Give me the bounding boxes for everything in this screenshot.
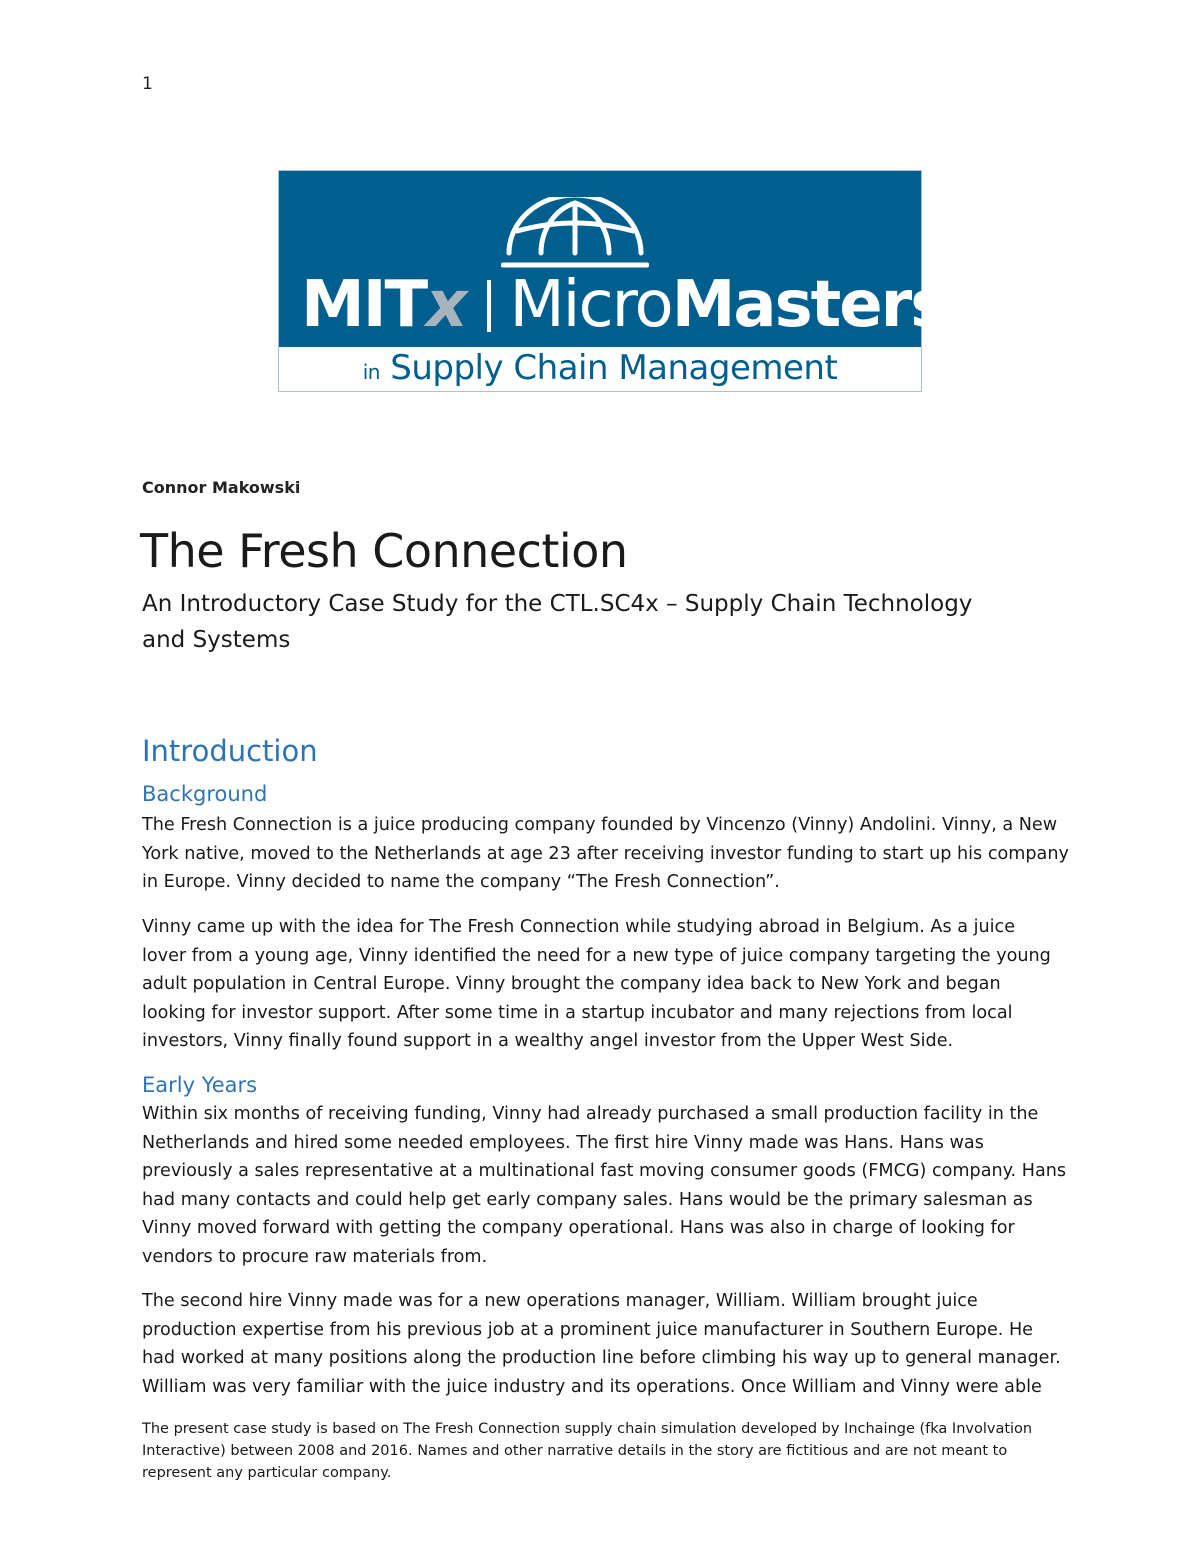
logo-in: in bbox=[362, 360, 380, 384]
logo-wordmark bbox=[301, 263, 962, 347]
text-line: investors, Vinny finally found support in a wealthy angel investor from the Upper West Side. bbox=[142, 1031, 954, 1051]
logo-masters: Masters bbox=[671, 268, 947, 342]
logo-micro: Micro bbox=[509, 268, 672, 342]
author-name: Connor Makowski bbox=[142, 478, 301, 497]
footnote-line: represent any particular company. bbox=[142, 1465, 392, 1481]
logo-mit: MIT bbox=[301, 268, 427, 342]
text-line: had worked at many positions along the production line before climbing his way up to general manager. bbox=[142, 1348, 1061, 1368]
micromasters-logo bbox=[278, 170, 962, 392]
text-line: The second hire Vinny made was for a new operations manager, William. William brought juice bbox=[142, 1291, 978, 1311]
paragraph-4 bbox=[142, 1287, 1072, 1401]
footnote-line: Interactive) between 2008 and 2016. Names and other narrative details in the story are fictitious and are not meant to bbox=[142, 1443, 1008, 1459]
paragraph-2 bbox=[142, 913, 1072, 1056]
text-line: The Fresh Connection is a juice producing company founded by Vincenzo (Vinny) Andolini. Vinny, a New bbox=[142, 815, 1058, 835]
logo-program-name bbox=[279, 347, 921, 391]
text-line: Netherlands and hired some needed employees. The first hire Vinny made was Hans. Hans was bbox=[142, 1132, 984, 1153]
text-line: vendors to procure raw materials from. bbox=[142, 1246, 488, 1267]
logo-banner bbox=[279, 171, 962, 347]
paragraph-3 bbox=[142, 1100, 1072, 1271]
text-line: adult population in Central Europe. Vinny brought the company idea back to New York and began bbox=[142, 974, 1001, 994]
paragraph-1 bbox=[142, 811, 1072, 897]
footnote bbox=[142, 1418, 1042, 1484]
text-line: Vinny came up with the idea for The Fresh Connection while studying abroad in Belgium. As a juice bbox=[142, 917, 1016, 937]
logo-program: Supply Chain Management bbox=[390, 348, 838, 388]
document-title: The Fresh Connection bbox=[140, 524, 628, 578]
text-line: Within six months of receiving funding, Vinny had already purchased a small production facility in the bbox=[142, 1104, 1039, 1124]
text-line: had many contacts and could help get early company sales. Hans would be the primary salesman as bbox=[142, 1189, 1033, 1210]
globe-icon bbox=[501, 197, 649, 269]
logo-divider bbox=[487, 280, 491, 332]
text-line: lover from a young age, Vinny identified the need for a new type of juice company targeting the young bbox=[142, 945, 1051, 966]
text-line: Vinny moved forward with getting the company operational. Hans was also in charge of looking for bbox=[142, 1218, 1015, 1238]
text-line: production expertise from his previous job at a prominent juice manufacturer in Southern Europe. He bbox=[142, 1319, 1034, 1340]
text-line: looking for investor support. After some time in a startup incubator and many rejections from local bbox=[142, 1002, 1013, 1023]
page-number: 1 bbox=[142, 74, 153, 94]
text-line: in Europe. Vinny decided to name the company “The Fresh Connection”. bbox=[142, 872, 780, 892]
heading-early-years: Early Years bbox=[142, 1073, 258, 1097]
text-line: William was very familiar with the juice industry and its operations. Once William and Vinny were able bbox=[142, 1376, 1042, 1397]
logo-x: x bbox=[426, 268, 466, 342]
logo-trademark: TM bbox=[946, 313, 962, 324]
footnote-line: The present case study is based on The Fresh Connection supply chain simulation developed by Inchainge (fka Involvation bbox=[142, 1421, 1033, 1437]
document-subtitle: An Introductory Case Study for the CTL.SC4x – Supply Chain Technology and Systems bbox=[142, 591, 973, 653]
text-line: York native, moved to the Netherlands at age 23 after receiving investor funding to start up his company bbox=[142, 843, 1069, 864]
text-line: previously a sales representative at a multinational fast moving consumer goods (FMCG) company. Hans bbox=[142, 1161, 1067, 1181]
heading-background: Background bbox=[142, 782, 268, 806]
heading-introduction: Introduction bbox=[142, 734, 318, 768]
